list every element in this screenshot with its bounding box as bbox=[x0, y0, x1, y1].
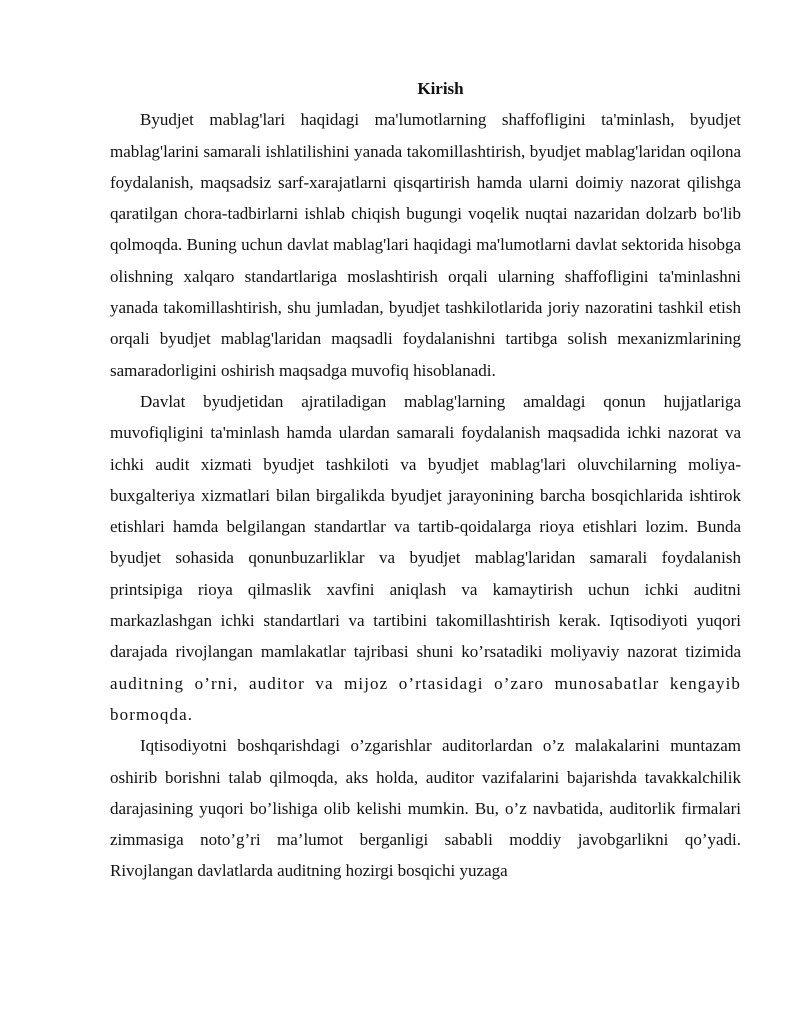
paragraph-1 bbox=[110, 104, 741, 386]
paragraph-1-text: Byudjet mablag'lari haqidagi ma'lumotlarning shaffofligini ta'minlash, byudjet mablag'larini samarali ishlatilishini yanada takomillashtirish, byudjet mablag'laridan oqilona foydalanish, maqsadsiz sarf-xarajatlarni qisqartirish hamda ularni doimiy nazorat qilishga qaratilgan chora-tadbirlarni ishlab chiqish bugungi voqelik nuqtai nazaridan dolzarb bo'lib qolmoqda. Buning uchun davlat mablag'lari haqidagi ma'lumotlarni davlat sektorida hisobga olishning xalqaro standartlariga moslashtirish orqali ularning shaffofligini ta'minlashni yanada takomillashtirish, shu jumladan, byudjet tashkilotlarida joriy nazoratini tashkil etish orqali byudjet mablag'laridan maqsadli foydalanishni tartibga solish mexanizmlarining samaradorligini oshirish maqsadga muvofiq hisoblanadi. bbox=[110, 110, 741, 380]
document-title: Kirish bbox=[417, 79, 464, 98]
paragraph-3 bbox=[110, 730, 741, 886]
paragraph-2-spaced-text: auditning o’rni, auditor va mijoz o’rtasidagi o’zaro munosabatlar kengayib bormoqda. bbox=[110, 673, 741, 724]
paragraph-2 bbox=[110, 386, 741, 730]
paragraph-3-text: Iqtisodiyotni boshqarishdagi o’zgarishlar auditorlardan o’z malakalarini muntazam oshirib borishni talab qilmoqda, aks holda, auditor vazifalarini bajarishda tavakkalchilik darajasining yuqori bo’lishiga olib kelishi mumkin. Bu, o’z navbatida, auditorlik firmalari zimmasiga noto’g’ri ma’lumot berganligi sababli moddiy javobgarlikni qo’yadi. Rivojlangan davlatlarda auditning hozirgi bosqichi yuzaga bbox=[110, 736, 741, 881]
paragraph-2-text: Davlat byudjetidan ajratiladigan mablag'larning amaldagi qonun hujjatlariga muvofiqligini ta'minlash hamda ulardan samarali foydalanish maqsadida ichki nazorat va ichki audit xizmati byudjet tashkiloti va byudjet mablag'lari oluvchilarning moliya-buxgalteriya xizmatlari bilan birgalikda byudjet jarayonining barcha bosqichlarida ishtirok etishlari hamda belgilangan standartlar va tartib-qoidalarga rioya etishlari lozim. Bunda byudjet sohasida qonunbuzarliklar va byudjet mablag'laridan samarali foydalanish printsipiga rioya qilmaslik xavfini aniqlash va kamaytirish uchun ichki auditni markazlashgan ichki standartlari va tartibini takomillashtirish kerak. Iqtisodiyoti yuqori darajada rivojlangan mamlakatlar tajribasi shuni ko’rsatadiki moliyaviy nazorat tizimida bbox=[110, 391, 741, 662]
document-body bbox=[110, 73, 741, 887]
